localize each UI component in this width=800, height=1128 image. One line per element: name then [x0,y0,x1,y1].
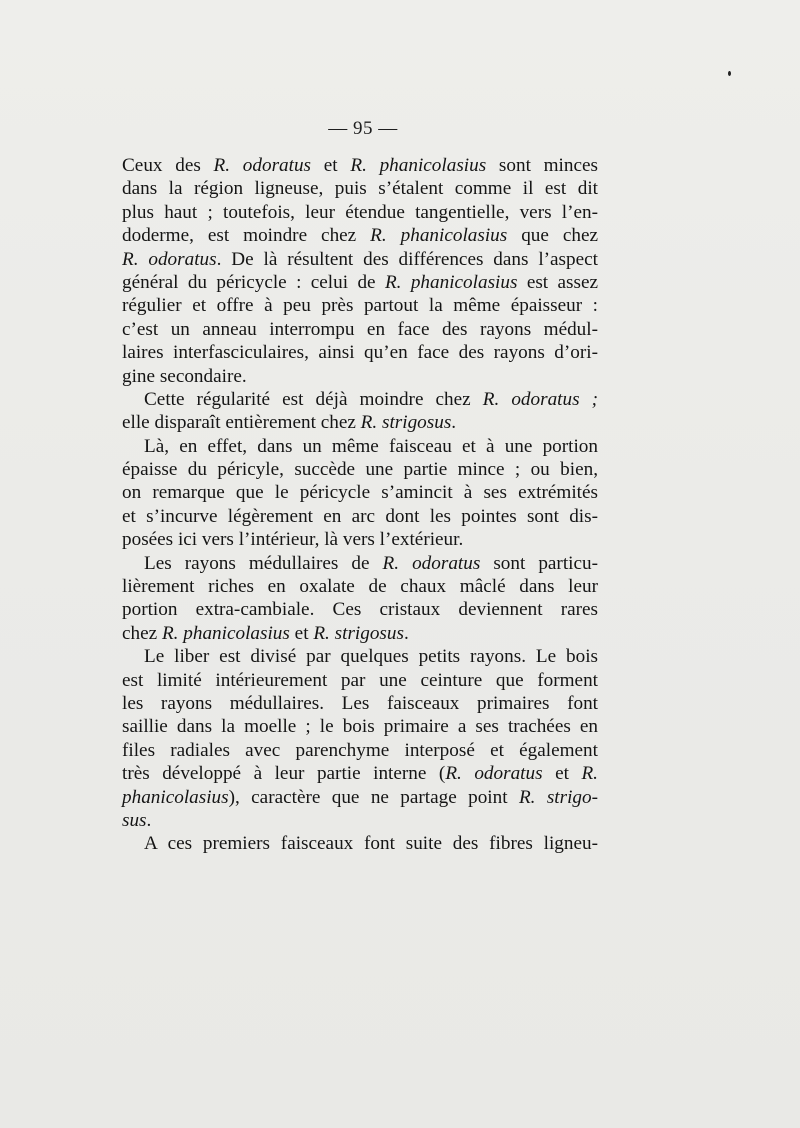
text-segment: posées ici vers l’intérieur, là vers l’extérieur. [122,529,464,551]
text-segment: on remarque que le péricycle s’amincit à ses extrémités [122,482,598,504]
text-segment: saillie dans la moelle ; le bois primaire a ses trachées en [122,716,598,738]
text-segment: épaisse du péricyle, succède une partie mince ; ou bien, [122,459,598,481]
text-segment: est assez [517,271,598,293]
text-segment: dans la région ligneuse, puis s’étalent comme il est dit [122,178,598,200]
body-text [122,154,598,856]
text-segment: Les rayons médullaires de [144,552,383,574]
text-line [122,435,598,458]
text-segment: portion extra-cambiale. Ces cristaux deviennent rares [122,599,598,621]
page-number: — 95 — [328,118,398,139]
text-line [122,341,598,364]
text-segment: et s’incurve légèrement en arc dont les pointes sont dis- [122,505,598,527]
italic-text-segment: R. odoratus [382,552,481,574]
ink-speck [728,71,731,76]
text-segment: sont minces [486,155,598,176]
text-line [122,481,598,504]
text-segment: et [289,622,314,644]
italic-text-segment: R. phanicolasius [370,225,508,247]
text-line [122,248,598,271]
text-line [122,388,598,411]
text-line [122,692,598,715]
text-segment: lièrement riches en oxalate de chaux mâclé dans leur [122,576,598,598]
text-segment: laires interfasciculaires, ainsi qu’en face des rayons d’ori- [122,342,598,364]
italic-text-segment: R. strigo- [518,786,598,808]
text-segment: plus haut ; toutefois, leur étendue tangentielle, vers l’en- [122,201,598,223]
text-segment: . [451,412,457,434]
text-segment: et [311,155,351,176]
text-segment: files radiales avec parenchyme interposé et également [122,739,598,761]
text-segment: régulier et offre à peu près partout la même épaisseur : [122,295,598,317]
text-segment: et [542,763,582,785]
text-line [122,458,598,481]
text-line [122,154,598,177]
text-segment: . [403,622,409,644]
italic-text-segment: R. odoratus ; [482,388,598,410]
text-line [122,598,598,621]
text-segment: ), caractère que ne partage point [228,786,519,808]
text-line [122,411,598,434]
text-line [122,575,598,598]
italic-text-segment: R. phanicolasius [350,155,487,176]
italic-text-segment: R. phanicolasius [384,271,518,293]
text-line [122,739,598,762]
text-line [122,177,598,200]
text-segment: Là, en effet, dans un même faisceau et à une portion [144,435,598,457]
italic-text-segment: R. strigosus [360,412,452,434]
text-line [122,318,598,341]
text-segment: très développé à leur partie interne ( [122,763,446,785]
text-segment: Ceux des [122,155,214,176]
text-segment: elle disparaît entièrement chez [122,412,361,434]
text-line [122,622,598,645]
text-line [122,715,598,738]
italic-text-segment: R. odoratus [122,248,217,270]
text-line [122,669,598,692]
text-segment: . [146,809,152,831]
text-segment: chez [122,622,162,644]
text-line [122,365,598,388]
text-line [122,552,598,575]
italic-text-segment: R. strigosus [313,622,404,644]
text-line [122,224,598,247]
italic-text-segment: sus [122,809,147,831]
text-line [122,294,598,317]
text-line [122,201,598,224]
italic-text-segment: R. phanicolasius [161,622,290,644]
italic-text-segment: R. odoratus [213,155,312,176]
text-segment: est limité intérieurement par une ceinture que forment [122,669,598,691]
text-segment: c’est un anneau interrompu en face des rayons médul- [122,318,598,340]
text-segment: gine secondaire. [122,365,247,387]
text-segment: général du péricycle : celui de [122,271,385,293]
text-line [122,786,598,809]
text-line [122,832,598,855]
text-segment: A ces premiers faisceaux font suite des fibres ligneu- [144,833,598,855]
text-line [122,271,598,294]
text-line [122,528,598,551]
text-segment: . De là résultent des différences dans l’aspect [216,248,598,270]
text-segment: doderme, est moindre chez [122,225,371,247]
text-segment: sont particu- [480,552,598,574]
text-line [122,762,598,785]
italic-text-segment: phanicolasius [122,786,229,808]
text-line [122,809,598,832]
italic-text-segment: R. [581,763,598,785]
italic-text-segment: R. odoratus [445,763,543,785]
text-segment: les rayons médullaires. Les faisceaux primaires font [122,692,598,714]
text-line [122,645,598,668]
text-line [122,505,598,528]
text-segment: Cette régularité est déjà moindre chez [144,388,483,410]
text-segment: Le liber est divisé par quelques petits rayons. Le bois [144,646,598,668]
text-segment: que chez [507,225,598,247]
